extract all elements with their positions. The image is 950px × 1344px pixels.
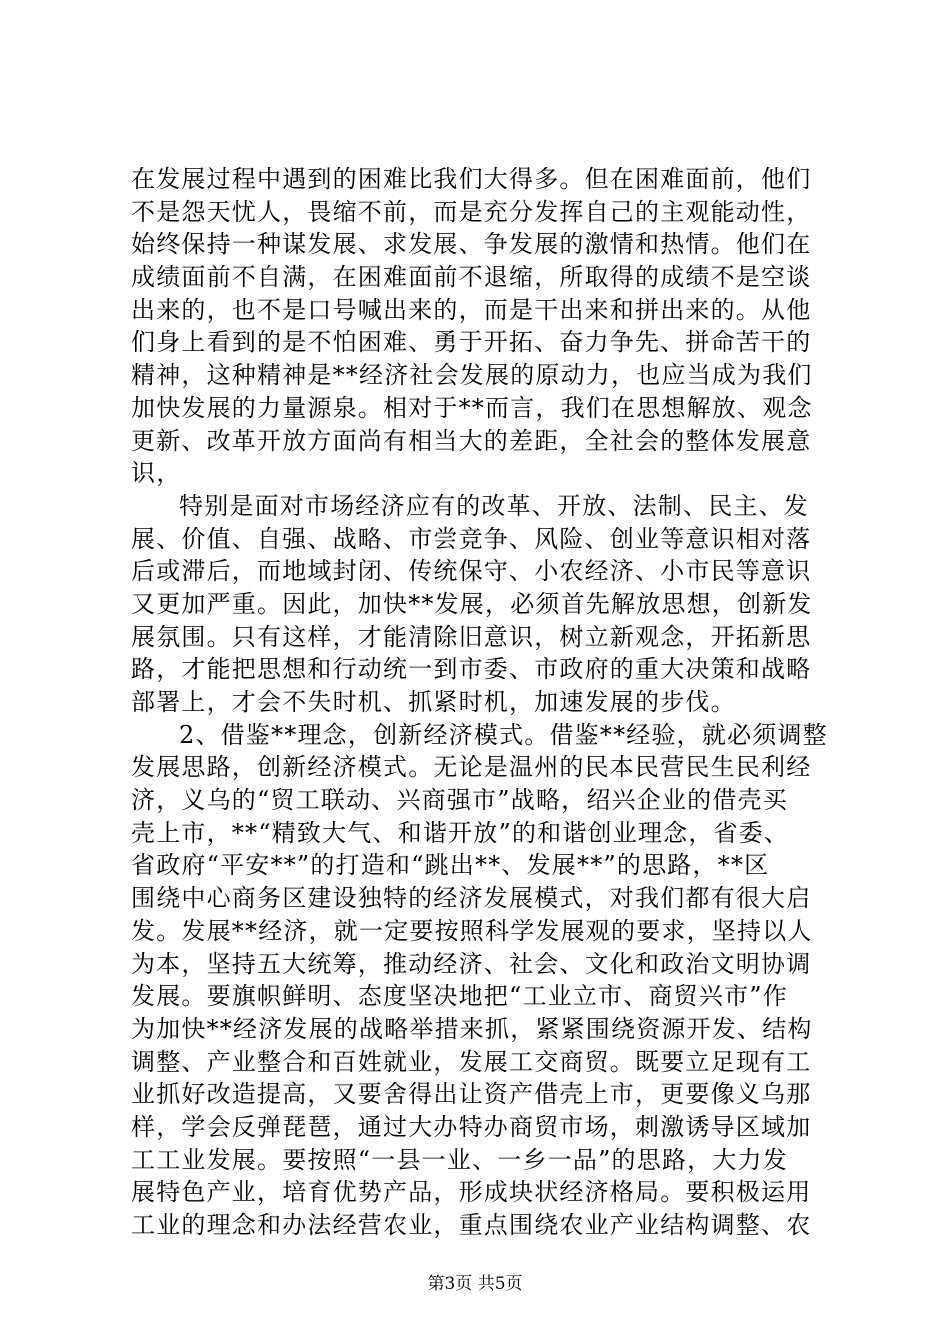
text-line: 不是怨天忧人，畏缩不前，而是充分发挥自己的主观能动性， — [131, 197, 812, 226]
text-line: 工业的理念和办法经营农业，重点围绕农业产业结构调整、农 — [131, 1211, 812, 1239]
text-line: 们身上看到的是不怕困难、勇于开拓、奋力争先、拼命苦干的 — [131, 328, 812, 357]
text-line: 更新、改革开放方面尚有相当大的差距，全社会的整体发展意 — [131, 426, 812, 455]
text-line: 成绩面前不自满，在困难面前不退缩，所取得的成绩不是空谈 — [131, 263, 812, 292]
text-line: 样，学会反弹琵琶，通过大办特办商贸市场，刺激诱导区域加 — [131, 1112, 812, 1141]
text-line: 发展。要旗帜鲜明、态度坚决地把“工业立市、商贸兴市”作 — [131, 982, 788, 1011]
text-line: 工工业发展。要按照“一县一业、一乡一品”的思路，大力发 — [131, 1145, 788, 1174]
text-line: 识， — [131, 459, 182, 488]
text-line: 省政府“平安**”的打造和“跳出**、发展**”的思路，**区 — [131, 851, 770, 880]
text-line: 展特色产业，培育优势产品，形成块状经济格局。要积极运用 — [131, 1178, 812, 1207]
text-line: 路，才能把思想和行动统一到市委、市政府的重大决策和战略 — [131, 655, 812, 684]
document-body — [131, 163, 828, 1242]
text-line: 加快发展的力量源泉。相对于**而言，我们在思想解放、观念 — [131, 393, 813, 422]
text-line: 壳上市，**“精致大气、和谐开放”的和谐创业理念，省委、 — [131, 818, 790, 847]
text-line: 部署上，才会不失时机、抓紧时机，加速发展的步伐。 — [131, 688, 736, 716]
text-line: 业抓好改造提高，又要舍得出让资产借壳上市，更要像义乌那 — [131, 1080, 812, 1109]
text-line: 发展思路，创新经济模式。无论是温州的民本民营民生民利经 — [131, 753, 812, 782]
text-line: 出来的，也不是口号喊出来的，而是干出来和拼出来的。从他 — [131, 295, 812, 324]
text-line: 为加快**经济发展的战略举措来抓，紧紧围绕资源开发、结构 — [131, 1014, 813, 1043]
text-line: 精神，这种精神是**经济社会发展的原动力，也应当成为我们 — [131, 361, 813, 390]
text-line-paragraph-start: 特别是面对市场经济应有的改革、开放、法制、民主、发 — [179, 491, 809, 520]
text-line: 围绕中心商务区建设独特的经济发展模式，对我们都有很大启 — [131, 884, 812, 913]
text-line: 为本，坚持五大统筹，推动经济、社会、文化和政治文明协调 — [131, 949, 812, 978]
text-line-paragraph-start: 2、借鉴**理念，创新经济模式。借鉴**经验，就必须调整 — [179, 720, 828, 749]
page-number-footer: 第3页 共5页 — [427, 1274, 523, 1294]
text-line: 发。发展**经济，就一定要按照科学发展观的要求，坚持以人 — [131, 916, 813, 945]
text-line: 又更加严重。因此，加快**发展，必须首先解放思想，创新发 — [131, 589, 813, 618]
text-line: 展、价值、自强、战略、市尝竞争、风险、创业等意识相对落 — [131, 524, 812, 553]
text-line: 后或滞后，而地域封闭、传统保守、小农经济、小市民等意识 — [131, 557, 812, 586]
text-line: 济，义乌的“贸工联动、兴商强市”战略，绍兴企业的借壳买 — [131, 786, 788, 815]
text-line: 在发展过程中遇到的困难比我们大得多。但在困难面前，他们 — [131, 165, 812, 193]
text-line: 调整、产业整合和百姓就业，发展工交商贸。既要立足现有工 — [131, 1047, 812, 1076]
text-line: 始终保持一种谋发展、求发展、争发展的激情和热情。他们在 — [131, 230, 812, 259]
text-line: 展氛围。只有这样，才能清除旧意识，树立新观念，开拓新思 — [131, 622, 812, 651]
